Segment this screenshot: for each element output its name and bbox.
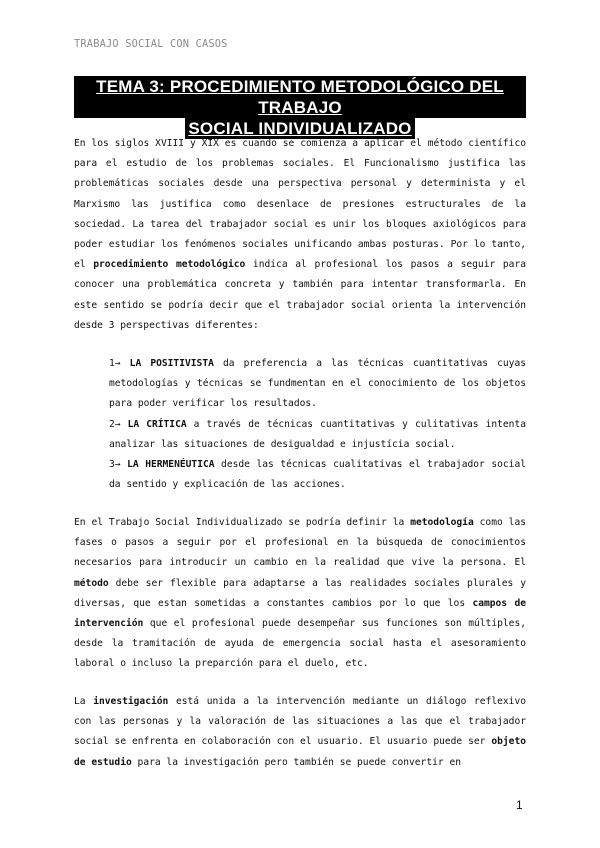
perspective-number: 3→ xyxy=(109,459,128,470)
intro-paragraph xyxy=(74,134,526,336)
investigation-paragraph xyxy=(74,692,526,773)
perspective-item xyxy=(109,354,526,415)
perspective-text: desde las técnicas cualitativas el trabajador social da sentido y explicación de las acciones. xyxy=(109,459,527,491)
methodology-text-3: debe ser flexible para adaptarse a las realidades sociales plurales y diversas, que estan sometidas a constantes cambios por lo que los xyxy=(74,577,526,609)
page-title xyxy=(74,76,526,139)
title-line-2: SOCIAL INDIVIDUALIZADO xyxy=(185,118,414,139)
intro-text-1: En los siglos XVIII y XIX es cuando se comienza a aplicar el método científico para el estudio de los problemas sociales. El Funcionalismo justifica las problemáticas sociales desde una perspectiva personal y determinista y el Marxismo las justifica como desenlace de presiones estructurales de la sociedad. La tarea del trabajador social es unir los bloques axiológicos para poder estudiar los fenómenos sociales unificando ambas posturas. Por lo tanto, el xyxy=(74,138,526,271)
intervention-fields-bold-term: campos de intervención xyxy=(74,597,527,630)
method-bold-term: método xyxy=(74,577,109,589)
perspective-text: a través de técnicas cuantitativas y culitativas intenta analizar las situaciones de desigualdad e injustícia social. xyxy=(109,418,527,450)
study-object-bold-term: objeto de estudio xyxy=(74,736,526,768)
perspective-number: 2→ xyxy=(109,418,128,430)
methodology-bold-term: metodología xyxy=(410,517,474,528)
perspective-name: LA HERMENÉUTICA xyxy=(127,459,215,470)
perspective-name: LA POSITIVISTA xyxy=(129,358,214,369)
methodology-paragraph xyxy=(74,513,526,675)
title-line-1: TEMA 3: PROCEDIMIENTO METODOLÓGICO DEL TRABAJO xyxy=(74,76,526,118)
intro-bold-term: procedimiento metodológico xyxy=(93,259,246,271)
running-header: TRABAJO SOCIAL CON CASOS xyxy=(74,38,228,50)
investigation-bold-term: investigación xyxy=(93,696,169,707)
methodology-text-4: que el profesional puede desempeñar sus funciones son múltiples, desde la tramitación de ayuda de emergencia social hasta el asesoramiento laboral o incluso la preparción para el duelo, etc. xyxy=(74,618,526,670)
perspective-text: da preferencia a las técnicas cuantitativas cuyas metodologías y técnicas se fundmentan en el conocimiento de los objetos para poder verificar los resultados. xyxy=(109,358,527,410)
intro-text-2: indica al profesional los pasos a seguir para conocer una problemática concreta y también para intentar transformarla. En este sentido se podría decir que el trabajador social orienta la intervención desde 3 perspectivas diferentes: xyxy=(74,259,526,331)
page-number: 1 xyxy=(516,798,523,812)
perspective-number: 1→ xyxy=(109,358,130,369)
perspective-item xyxy=(109,455,526,495)
perspective-item xyxy=(109,415,526,455)
investigation-text-1: La xyxy=(74,696,94,707)
perspective-name: LA CRÍTICA xyxy=(127,418,187,430)
investigation-text-3: para la investigación pero también se puede convertir en xyxy=(131,756,461,768)
investigation-text-2: está unida a la intervención mediante un diálogo reflexivo con las personas y la valoración de las situaciones a las que el trabajador social se enfrenta en colaboración con el usuario. El usuario puede ser xyxy=(74,696,527,748)
methodology-text-1: En el Trabajo Social Individualizado se podría definir la xyxy=(74,517,411,528)
methodology-text-2: como las fases o pasos a seguir por el profesional en la búsqueda de conocimientos necesarios para introducir un cambio en la realidad que vive la persona. El xyxy=(74,517,526,569)
